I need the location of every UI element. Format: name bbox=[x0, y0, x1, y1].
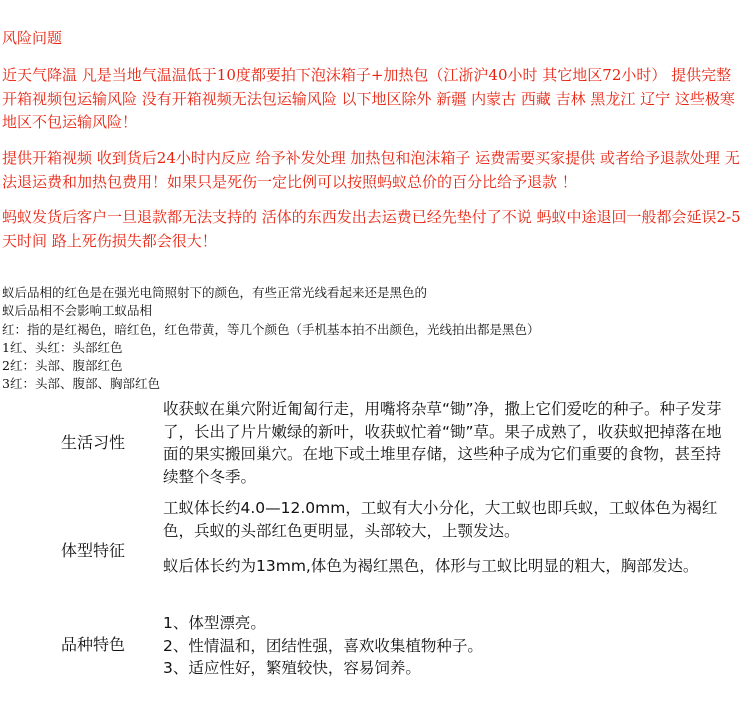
note-line: 1红、头红：头部红色 bbox=[2, 339, 123, 355]
quality-notes bbox=[2, 284, 540, 394]
note-line: 蚁后品相的红色是在强光电筒照射下的颜色，有些正常光线看起来还是黑色的 bbox=[2, 285, 428, 300]
note-line: 3红：头部、腹部、胸部红色 bbox=[2, 376, 160, 392]
body-feature-label: 体型特征 bbox=[60, 541, 125, 560]
note-line: 2红：头部、腹部红色 bbox=[2, 358, 123, 374]
note-line: 红：指的是红褐色，暗红色，红色带黄，等几个颜色（手机基本拍不出颜色，光线拍出都是黑色） bbox=[2, 321, 540, 337]
queen-body-text: 蚁后体长约为13mm,体色为褐红黑色，体形与工蚁比明显的粗大，胸部发达。 bbox=[163, 557, 699, 575]
note-line: 蚁后品相不会影响工蚁品相 bbox=[2, 303, 153, 319]
species-feature-list bbox=[163, 612, 733, 680]
list-item: 1、体型漂亮。 bbox=[163, 614, 266, 632]
habit-text: 收获蚁在巢穴附近匍匐行走，用嘴将杂草“锄”净，撒上它们爱吃的种子。种子发芽了，长出了片片嫩绿的新叶，收获蚁忙着“锄”草。果子成熟了，收获蚁把掉落在地面的果实搬回巢穴。在地下或土堆里存储，这些种子成为它们重要的食物，甚至持续整个冬季。 bbox=[163, 400, 722, 486]
risk-paragraph-video: 提供开箱视频 收到货后24小时内反应 给予补发处理 加热包和泡沫箱子 运费需要买家提供 或者给予退款处理 无法退运费和加热包费用！如果只是死伤一定比例可以按照蚂蚁总价的百分比给予退款 ！ bbox=[2, 149, 740, 191]
species-feature-label: 品种特色 bbox=[60, 635, 125, 654]
worker-body-text: 工蚁体长约4.0—12.0mm，工蚁有大小分化，大工蚁也即兵蚁，工蚁体色为褐红色，兵蚁的头部红色更明显，头部较大，上颚发达。 bbox=[163, 499, 718, 540]
risk-paragraph-refund: 蚂蚁发货后客户一旦退款都无法支持的 活体的东西发出去运费已经先垫付了不说 蚂蚁中途退回一般都会延误2-5天时间 路上死伤损失都会很大！ bbox=[2, 208, 741, 250]
risk-title: 风险问题 bbox=[2, 29, 63, 47]
risk-paragraph-weather: 近天气降温 凡是当地气温温低于10度都要拍下泡沫箱子+加热包（江浙沪40小时 其它地区72小时） 提供完整开箱视频包运输风险 没有开箱视频无法包运输风险 以下地区除外 新疆 内蒙古 西藏 吉林 黑龙江 辽宁 这些极寒地区不包运输风险！ bbox=[2, 66, 735, 131]
habit-label: 生活习性 bbox=[60, 433, 125, 452]
list-item: 3、适应性好，繁殖较快，容易饲养。 bbox=[163, 659, 421, 677]
list-item: 2、性情温和，团结性强，喜欢收集植物种子。 bbox=[163, 636, 483, 655]
